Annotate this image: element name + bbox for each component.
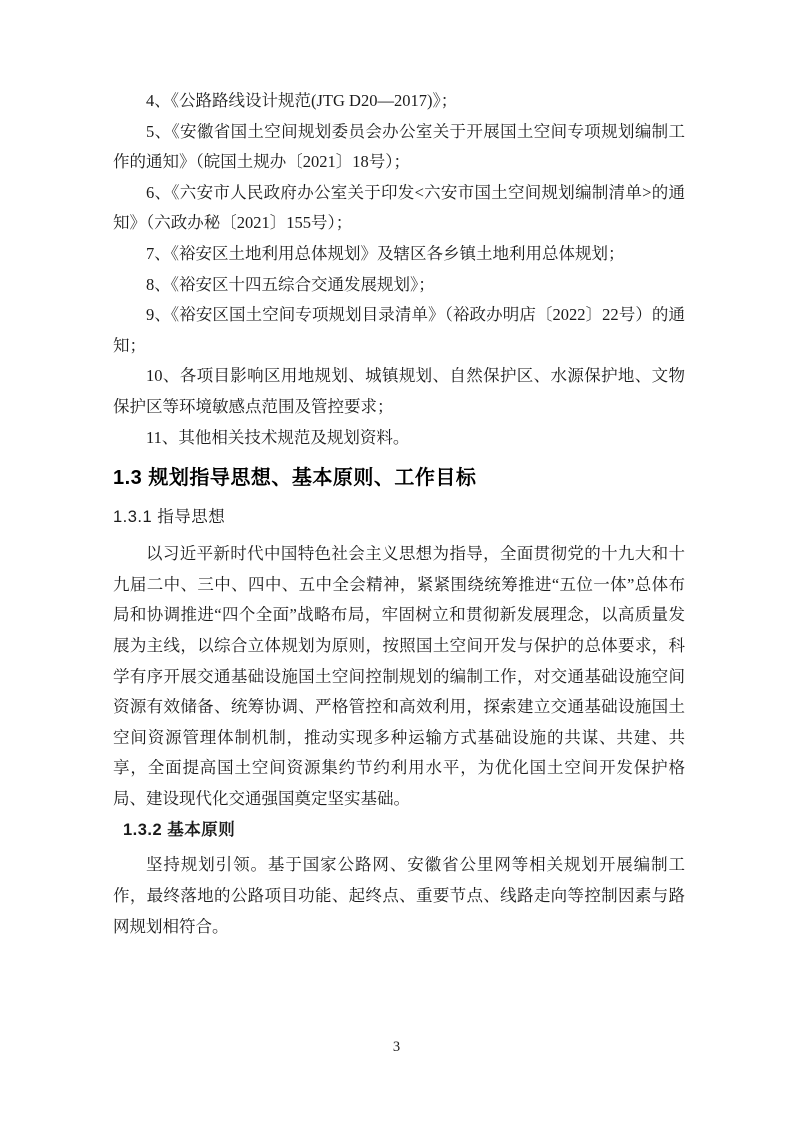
reference-list-item-10: 10、各项目影响区用地规划、城镇规划、自然保护区、水源保护地、文物保护区等环境敏感点范围及管控要求；	[113, 366, 685, 416]
basic-principles-paragraph: 坚持规划引领。基于国家公路网、安徽省公里网等相关规划开展编制工作，最终落地的公路项目功能、起终点、重要节点、线路走向等控制因素与路网规划相符合。	[113, 855, 685, 936]
reference-list-item-9: 9、《裕安区国土空间专项规划目录清单》（裕政办明店〔2022〕22号）的通知；	[113, 305, 685, 355]
section-heading-1-3: 1.3 规划指导思想、基本原则、工作目标	[113, 467, 477, 490]
reference-list-item-7: 7、《裕安区土地利用总体规划》及辖区各乡镇土地利用总体规划；	[146, 243, 625, 263]
reference-list-item-11: 11、其他相关技术规范及规划资料。	[146, 427, 410, 447]
reference-list-item-4: 4、《公路路线设计规范(JTG D20—2017)》；	[146, 91, 458, 110]
subsection-heading-1-3-2: 1.3.2 基本原则	[123, 821, 236, 840]
subsection-heading-1-3-1: 1.3.1 指导思想	[113, 508, 226, 527]
page-number: 3	[392, 1039, 401, 1055]
page-content	[113, 86, 685, 942]
reference-list-item-5: 5、《安徽省国土空间规划委员会办公室关于开展国土空间专项规划编制工作的通知》（皖国土规办〔2021〕18号）；	[113, 121, 685, 172]
reference-list-item-6: 6、《六安市人民政府办公室关于印发<六安市国土空间规划编制清单>的通知》（六政办秘〔2021〕155号）；	[113, 182, 685, 233]
reference-list-item-8: 8、《裕安区十四五综合交通发展规划》；	[146, 274, 435, 294]
guiding-ideology-paragraph: 以习近平新时代中国特色社会主义思想为指导，全面贯彻党的十九大和十九届二中、三中、四中、五中全会精神，紧紧围绕统筹推进“五位一体”总体布局和协调推进“四个全面”战略布局，牢固树立和贯彻新发展理念，以高质量发展为主线，以综合立体规划为原则，按照国土空间开发与保护的总体要求，科学有序开展交通基础设施国土空间控制规划的编制工作，对交通基础设施空间资源有效储备、统筹协调、严格管控和高效利用，探索建立交通基础设施国土空间资源管理体制机制，推动实现多种运输方式基础设施的共谋、共建、共享，全面提高国土空间资源集约节约利用水平，为优化国土空间开发保护格局、建设现代化交通强国奠定坚实基础。	[113, 544, 685, 808]
